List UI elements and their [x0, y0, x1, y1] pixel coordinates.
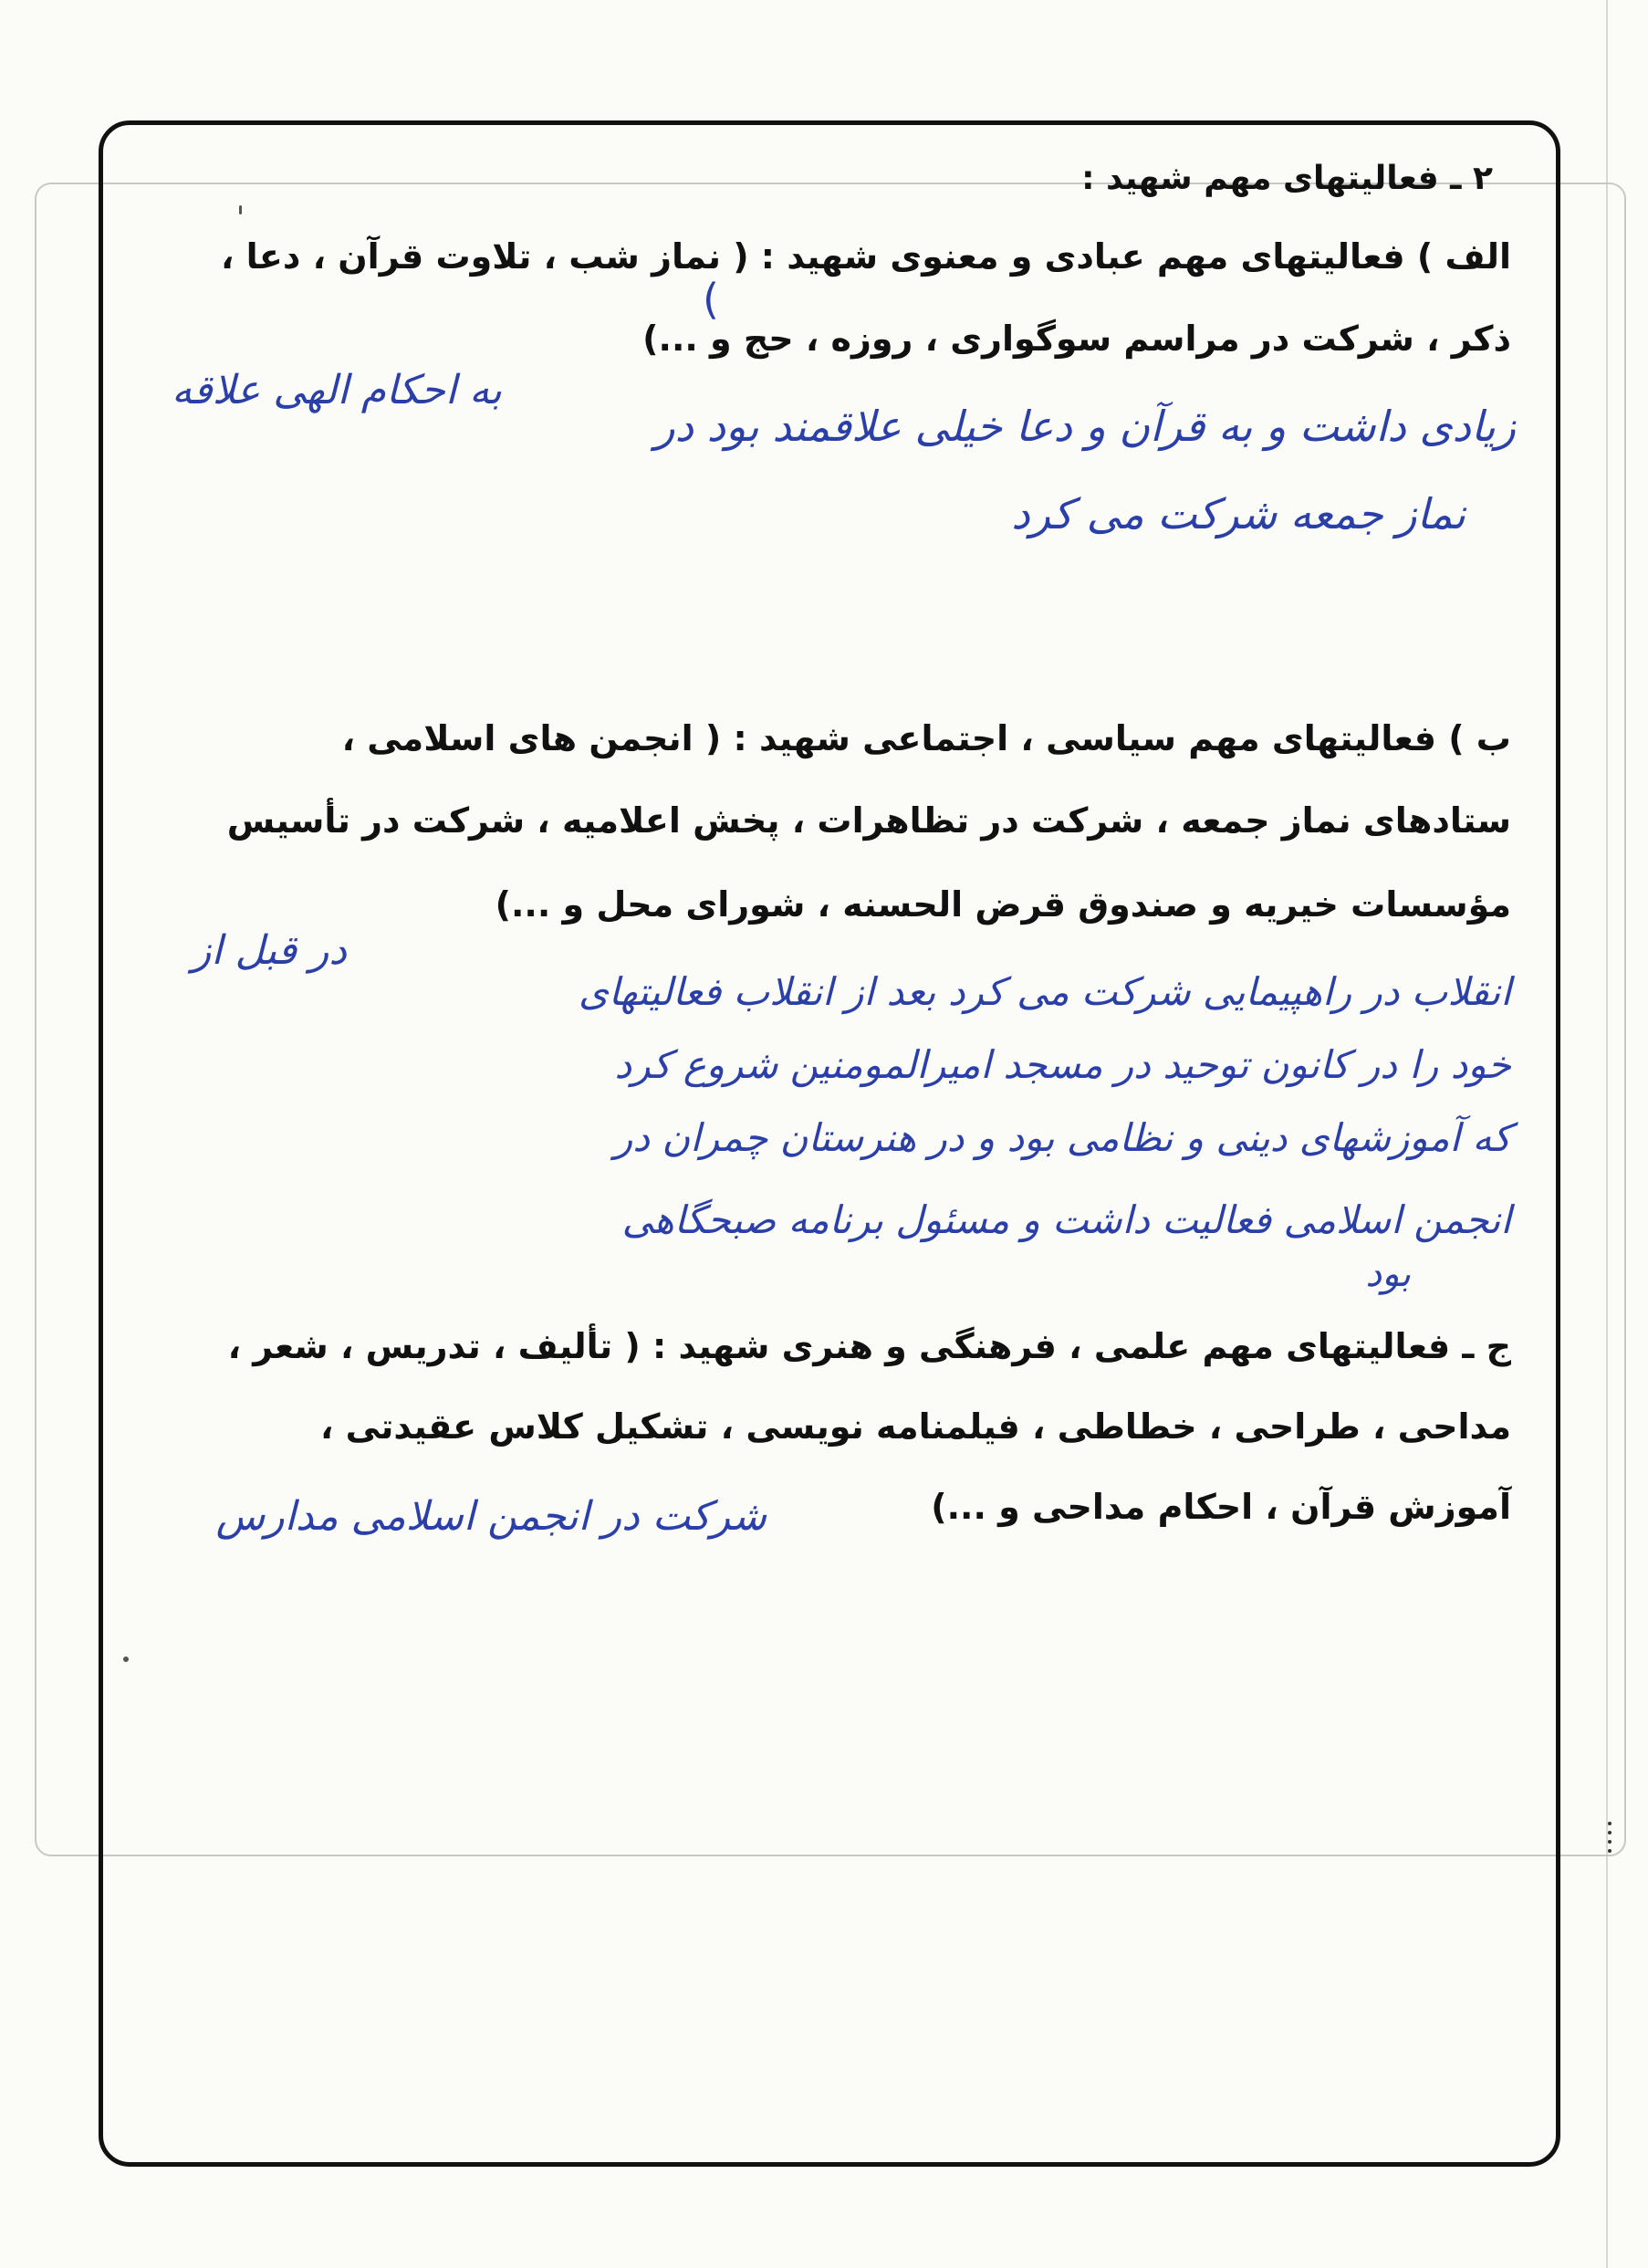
ink-speck — [123, 1657, 129, 1662]
part-a-second-line: ذکر ، شرکت در مراسم سوگواری ، روزه ، حج و ...) — [642, 319, 1511, 359]
handwriting-b-line-1: در قبل از — [192, 927, 347, 974]
section-title: ۲ ـ فعالیتهای مهم شهید : — [1081, 160, 1493, 197]
part-c-third-line: آموزش قرآن ، احکام مداحی و ...) — [931, 1487, 1511, 1527]
handwriting-a-line-1: به احکام الهی علاقه — [172, 367, 502, 413]
handwriting-b-line-6: بود — [1365, 1253, 1411, 1295]
edge-dots — [1604, 1816, 1617, 1880]
part-b-second-line: ستادهای نماز جمعه ، شرکت در تظاهرات ، پخش اعلامیه ، شرکت در تأسیس — [226, 800, 1511, 841]
part-c-second-line: مداحی ، طراحی ، خطاطی ، فیلمنامه نویسی ، تشکیل کلاس عقیدتی ، — [319, 1406, 1511, 1447]
handwriting-b-line-3: خود را در کانون توحید در مسجد امیرالمومنین شروع کرد — [614, 1042, 1511, 1087]
part-b-heading-line: ب ) فعالیتهای مهم سیاسی ، اجتماعی شهید : ( انجمن های اسلامی ، — [341, 718, 1511, 758]
bracket-mark: ( — [703, 275, 719, 324]
part-c-heading-line: ج ـ فعالیتهای مهم علمی ، فرهنگی و هنری شهید : ( تألیف ، تدریس ، شعر ، — [227, 1326, 1511, 1366]
part-b-third-line: مؤسسات خیریه و صندوق قرض الحسنه ، شورای محل و ...) — [495, 884, 1511, 925]
part-a-heading-line: الف ) فعالیتهای مهم عبادی و معنوی شهید : ( نماز شب ، تلاوت قرآن ، دعا ، — [220, 236, 1511, 277]
handwriting-b-line-2: انقلاب در راهپیمایی شرکت می کرد بعد از انقلاب فعالیتهای — [578, 969, 1511, 1014]
handwriting-a-line-2: زیادی داشت و به قرآن و دعا خیلی علاقمند بود در — [654, 402, 1516, 451]
handwriting-b-line-4: که آموزشهای دینی و نظامی بود و در هنرستان چمران در — [614, 1115, 1511, 1160]
handwriting-b-line-5: انجمن اسلامی فعالیت داشت و مسئول برنامه صبحگاهی — [621, 1197, 1511, 1242]
handwriting-a-line-3: نماز جمعه شرکت می کرد — [1011, 489, 1465, 538]
handwriting-c-line-1: شرکت در انجمن اسلامی مدارس — [215, 1493, 767, 1540]
ink-speck — [239, 205, 242, 214]
